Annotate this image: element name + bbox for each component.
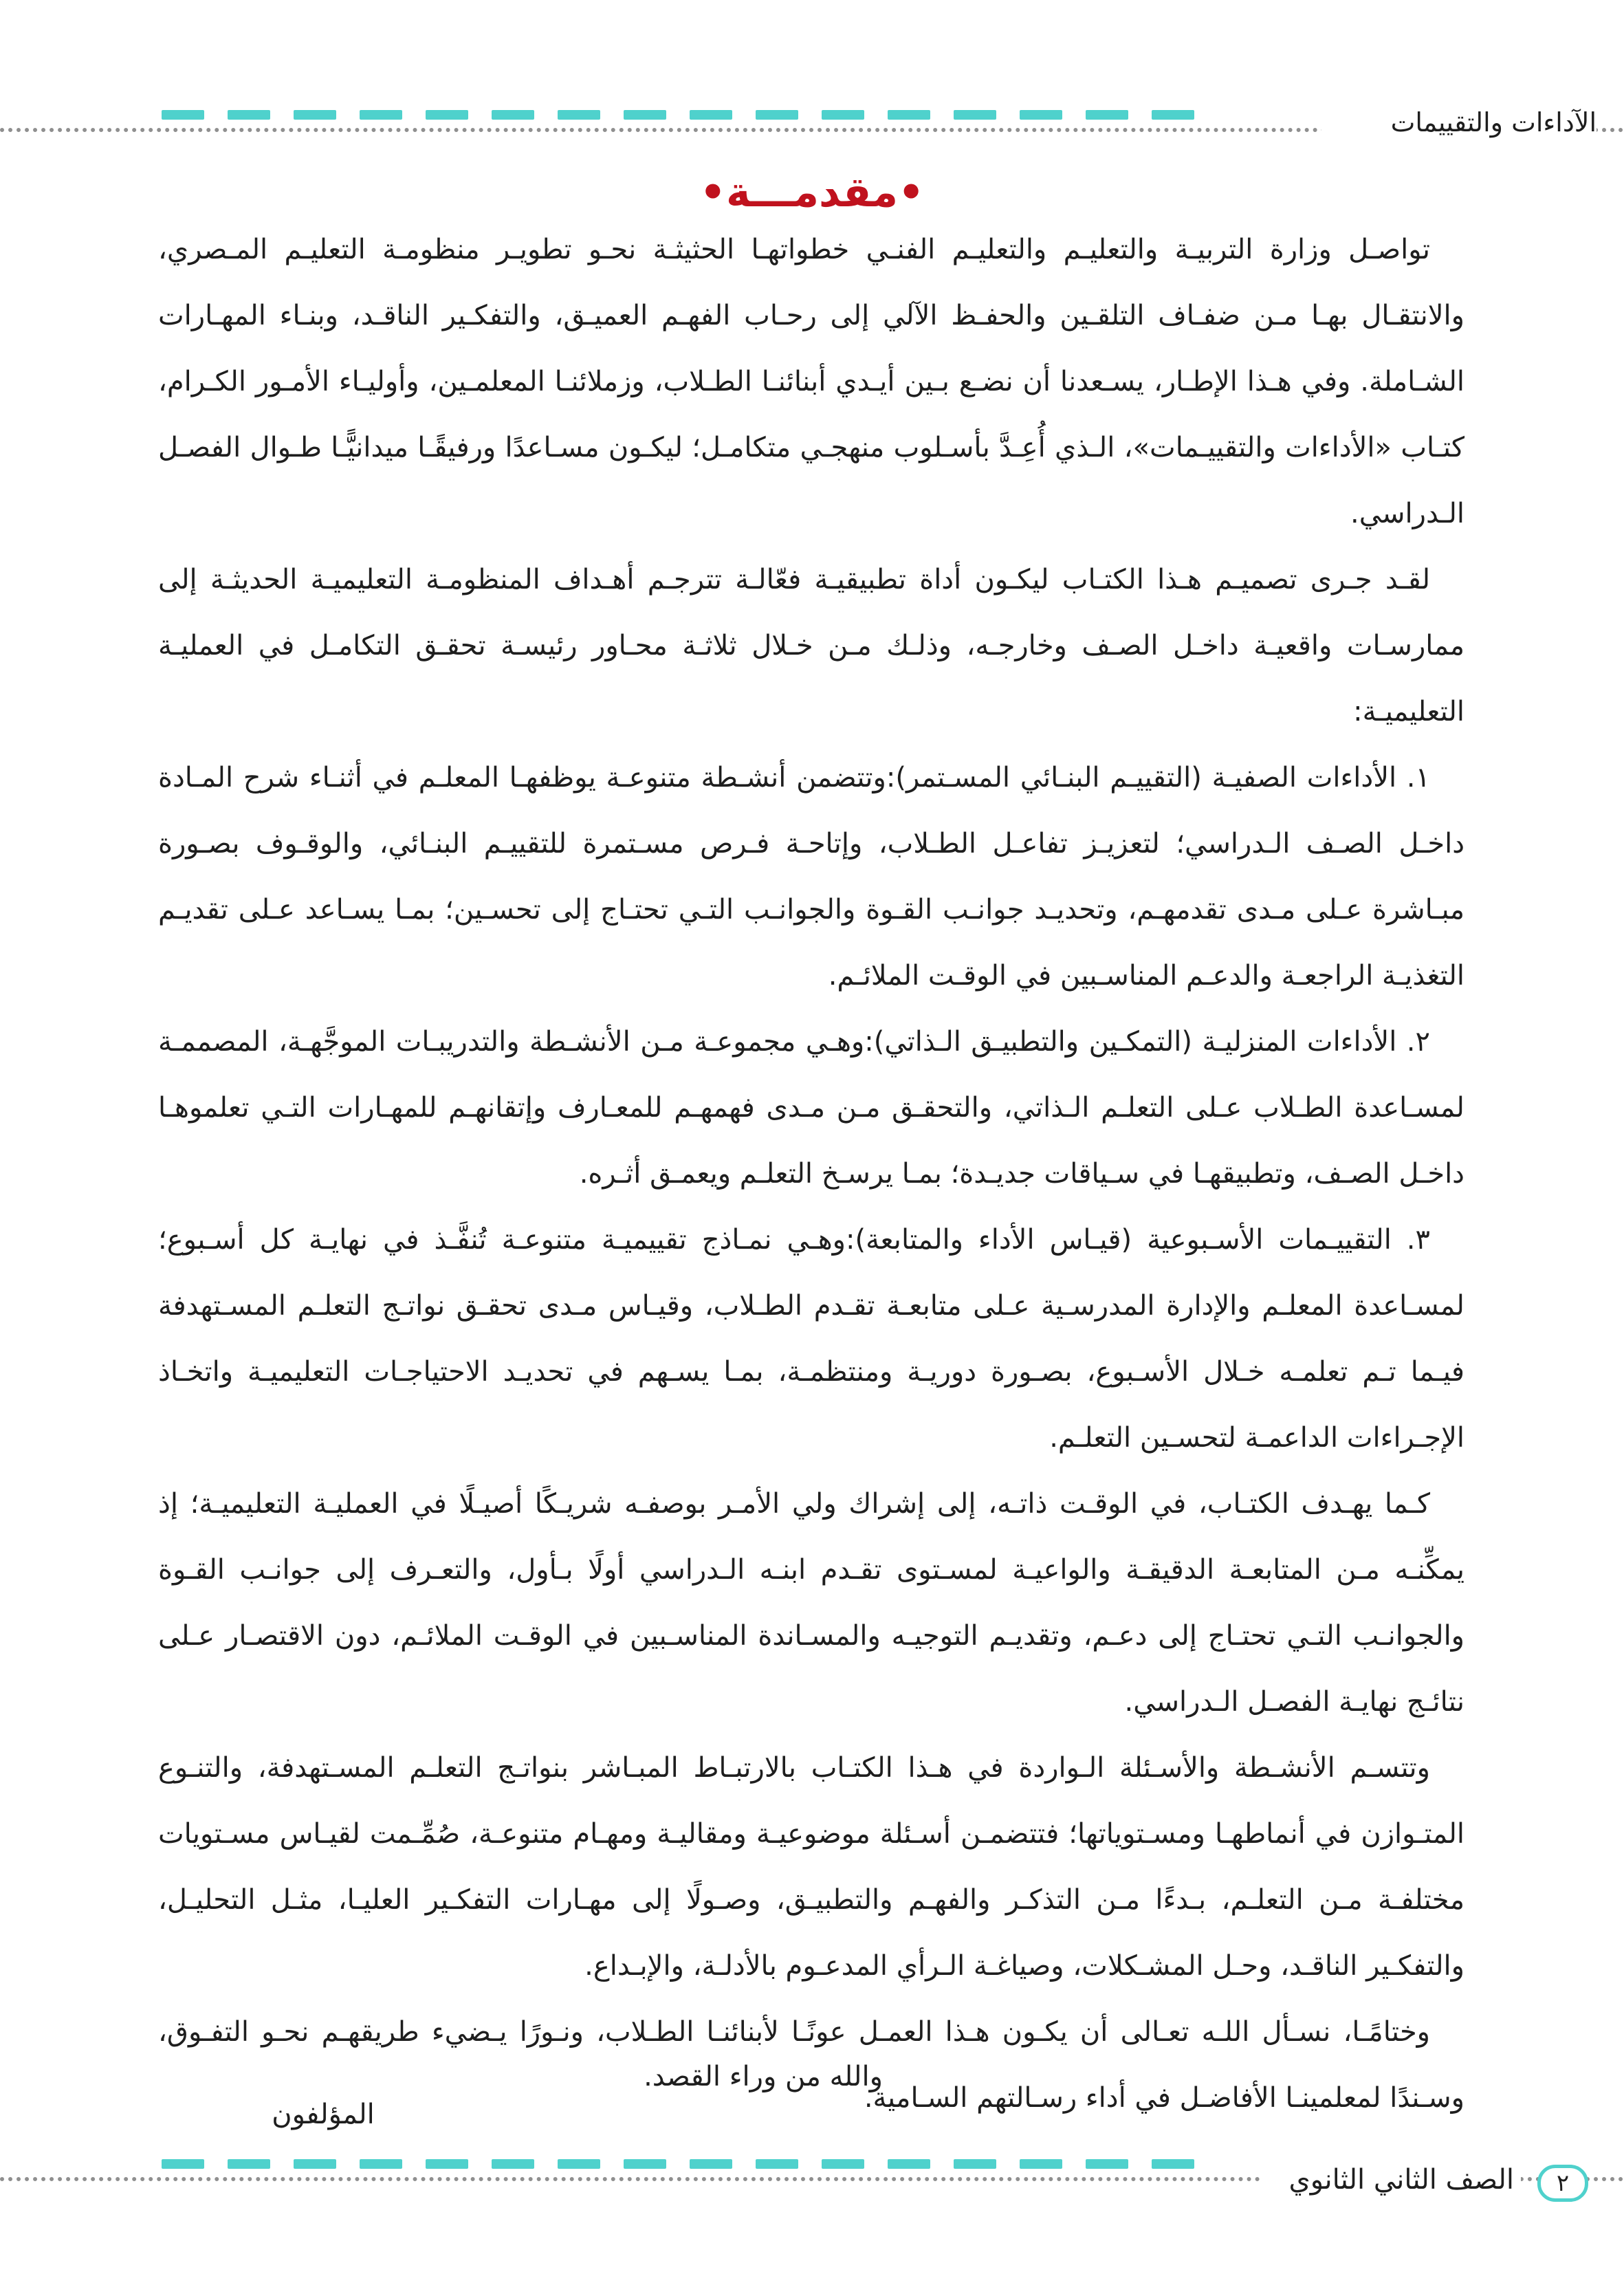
page-title [0,162,1624,223]
authors-signature: المؤلفون [272,2099,375,2130]
paragraph: وختامًـا، نسـأل اللـه تعـالى أن يكـون هـذا العمـل عونًـا لأبنائنـا الطـلاب، ونـورًا يـضيء طريقهـم نحـو التفـوق، وسـندًا لمعلمينـا الأفاضـل في أداء رسـالتهم السـامية. [158,2016,1464,2114]
paragraph: ٣. التقييـمات الأسـبوعية (قيـاس الأداء والمتابعة):وهـي نمـاذج تقييميـة متنوعـة تُنفَّـذ في نهايـة كل أسـبوع؛ لمسـاعدة المعلـم والإدارة المدرسـية عـلى متابعـة تقـدم الطـلاب، وقيـاس مـدى تحقـق نواتـج التعلـم المسـتهدفة فيـما تـم تعلمـه خـلال الأسـبوع، بصـورة دوريـة ومنتظمـة، بمـا يسـهم في تحديـد الاحتياجـات التعليميـة واتخـاذ الإجـراءات الداعمـة لتحسـين التعلـم. [158,1224,1464,1454]
page-number: ٢ [1537,2165,1588,2202]
paragraph: وتتسـم الأنشـطة والأسـئلة الـواردة في هـذا الكتـاب بالارتبـاط المبـاشر بنواتـج التعلـم المسـتهدفة، والتنـوع المتـوازن في أنماطهـا ومسـتوياتها؛ فتتضمـن أسـئلة موضوعيـة ومقاليـة ومهـام متنوعـة، صُمِّـمت لقيـاس مسـتويات مختلفـة مـن التعلـم، بـدءًا مـن التذكـر والفهـم والتطبيـق، وصـولًا إلى مهـارات التفكـير العليـا، مثـل التحليـل، والتفكـير الناقـد، وحـل المشـكلات، وصياغـة الـرأي المدعـوم بالأدلـة، والإبـداع. [158,1752,1464,1982]
closing-line: والله من وراء القصد. [644,2061,883,2092]
header-title: الآداءات والتقييمات [1321,102,1596,143]
page-title-text: مقدمـــة [725,168,899,217]
paragraph: كـما يهـدف الكتـاب، في الوقـت ذاتـه، إلى إشراك ولي الأمـر بوصفـه شريـكًا أصيـلًا في العمليـة التعليميـة؛ إذ يمكِّنـه مـن المتابعـة الدقيقـة والواعيـة لمسـتوى تقـدم ابنـه الـدراسي أولًا بـأول، والتعـرف إلى جوانـب القـوة والجوانـب التـي تحتـاج إلى دعـم، وتقديـم التوجيـه والمسـاندة المناسـبين في الوقـت الملائـم، دون الاقتصـار عـلى نتائـج نهايـة الفصـل الـدراسي. [158,1488,1464,1718]
page-footer [0,2139,1624,2221]
header-dash-rule [162,110,1194,120]
footer-grade-label: الصف الثاني الثانوي [1260,2156,1521,2204]
paragraph: تواصـل وزارة التربيـة والتعليـم والتعليـم الفنـي خطواتهـا الحثيثـة نحـو تطويـر منظومـة التعليـم المـصري، والانتقـال بهـا مـن ضفـاف التلقـين والحفـظ الآلي إلى رحـاب الفهـم العميـق، والتفكـير الناقـد، وبنـاء المهـارات الشـاملة. وفي هـذا الإطـار، يسـعدنا أن نضـع بـين أيـدي أبنائنـا الطـلاب، وزملائنـا المعلمـين، وأوليـاء الأمـور الكـرام، كتـاب «الأداءات والتقييـمات»، الـذي أُعِـدَّ بأسـلوب منهجـي متكامـل؛ ليكـون مسـاعدًا ورفيقًـا ميدانيًّـا طـوال الفصـل الـدراسي. [158,234,1464,529]
title-dot-icon: • [699,168,726,217]
paragraph: ٢. الأداءات المنزليـة (التمكـين والتطبيـق الـذاتي):وهـي مجموعـة مـن الأنشـطة والتدريبـات الموجَّهـة، المصممـة لمسـاعدة الطـلاب عـلى التعلـم الـذاتي، والتحقـق مـن مـدى فهمهـم للمعـارف وإتقانهـم للمهـارات التـي تعلموهـا داخـل الصـف، وتطبيقهـا في سـياقات جديـدة؛ بمـا يرسـخ التعلـم ويعمـق أثـره. [158,1026,1464,1190]
title-dot-icon: • [898,168,925,217]
body-text [158,217,1464,2131]
footer-dash-rule [162,2159,1194,2169]
page-header [0,96,1624,151]
paragraph: لقـد جـرى تصميـم هـذا الكتـاب ليكـون أداة تطبيقيـة فعّالـة تترجـم أهـداف المنظومـة التعليميـة الحديثـة إلى ممارسـات واقعيـة داخـل الصـف وخارجـه، وذلـك مـن خـلال ثلاثـة محـاور رئيسـة تحقـق التكامـل في العمليـة التعليميـة: [158,564,1464,728]
paragraph: ١. الأداءات الصفيـة (التقييـم البنـائي المسـتمر):وتتضمن أنشـطة متنوعـة يوظفهـا المعلـم في أثنـاء شرح المـادة داخـل الصـف الـدراسي؛ لتعزيـز تفاعـل الطـلاب، وإتاحـة فـرص مسـتمرة للتقييـم البنـائي، والوقـوف بصـورة مبـاشرة عـلى مـدى تقدمهـم، وتحديـد جوانـب القـوة والجوانـب التـي تحتـاج إلى تحسـين؛ بمـا يسـاعد عـلى تقديـم التغذيـة الراجعـة والدعـم المناسـبين في الوقـت الملائـم. [158,762,1464,992]
